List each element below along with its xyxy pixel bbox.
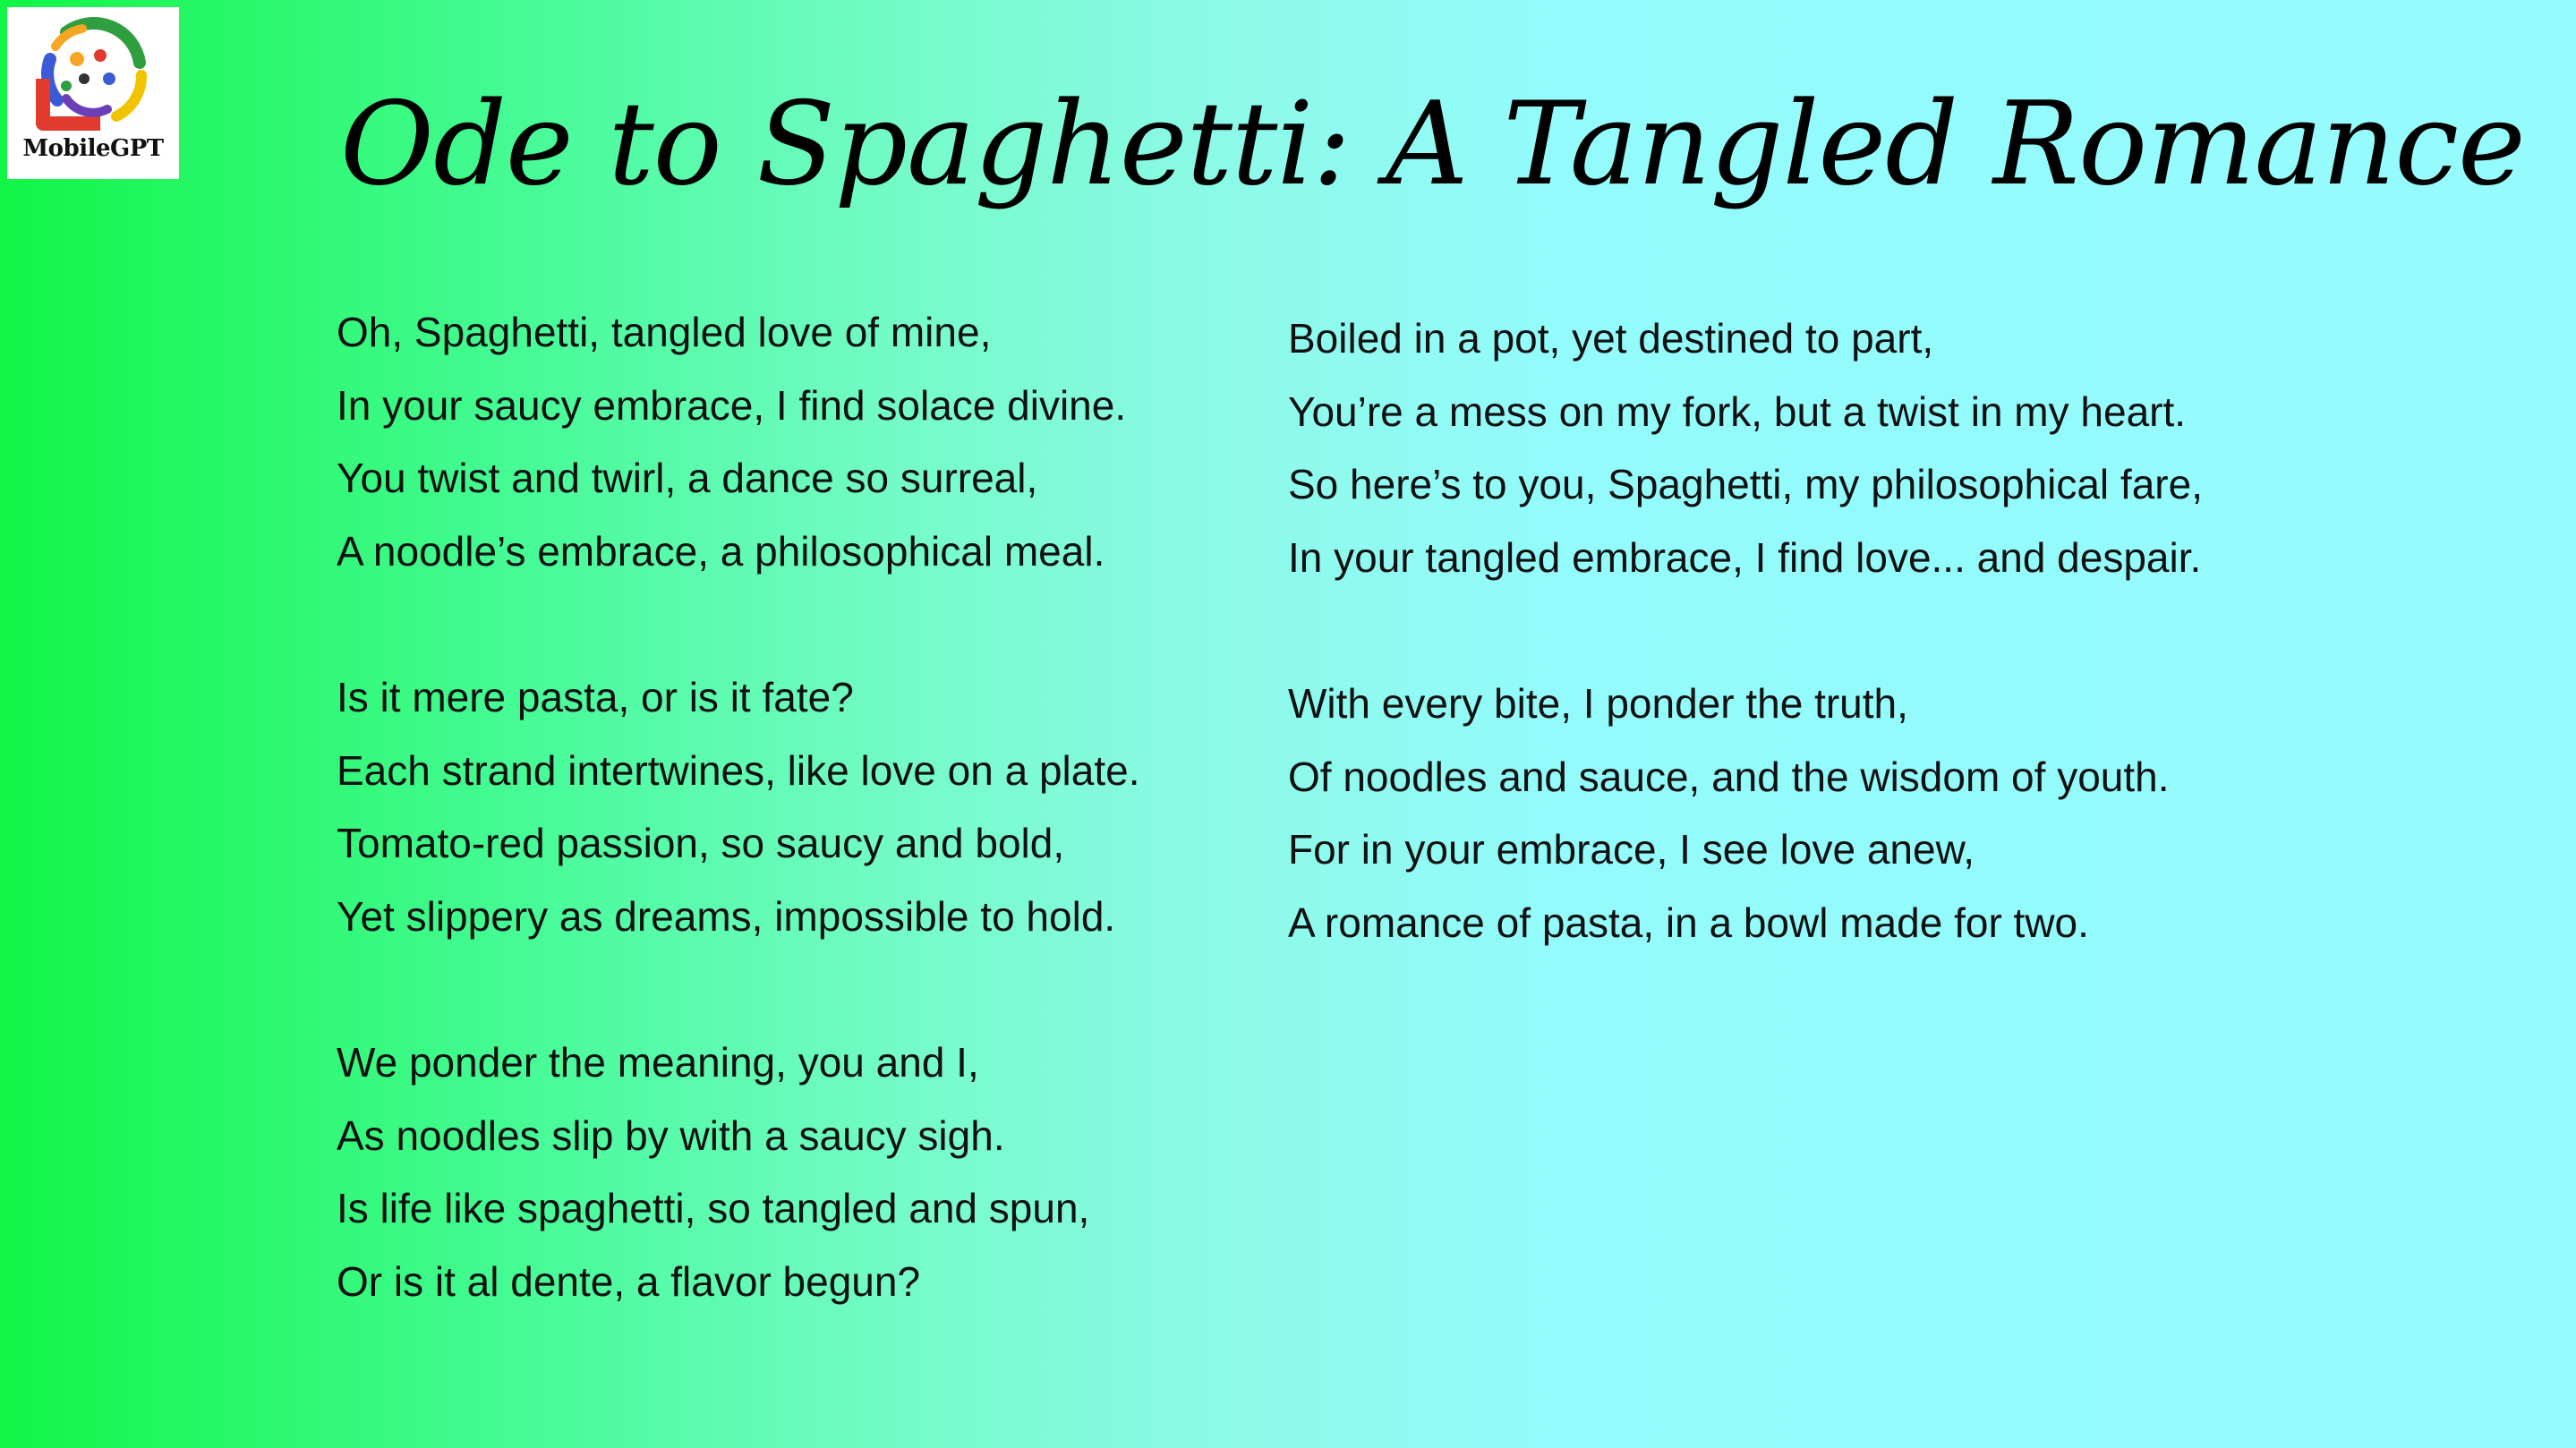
poem-left-column <box>337 296 1250 1318</box>
poem-line: Or is it al dente, a flavor begun? <box>337 1257 921 1305</box>
mobilegpt-logo-icon <box>30 16 156 137</box>
poem-line: In your saucy embrace, I find solace divine. <box>337 381 1127 429</box>
poem-line: Boiled in a pot, yet destined to part, <box>1288 315 1934 362</box>
poem-line: Oh, Spaghetti, tangled love of mine, <box>337 309 992 355</box>
poem-line: Each strand intertwines, like love on a plate. <box>337 746 1140 794</box>
stanza <box>1288 302 2362 594</box>
poem-right-column <box>1288 302 2362 959</box>
poem-line: A romance of pasta, in a bowl made for two. <box>1288 899 2089 946</box>
poem-line: Of noodles and sauce, and the wisdom of youth. <box>1288 753 2170 800</box>
stanza <box>337 661 1250 953</box>
page-title: Ode to Spaghetti: A Tangled Romance <box>340 78 2525 211</box>
poem-line: A noodle’s embrace, a philosophical meal. <box>337 527 1105 575</box>
logo <box>7 7 179 179</box>
poem-line: As noodles slip by with a saucy sigh. <box>337 1112 1005 1159</box>
poem-line: Is it mere pasta, or is it fate? <box>337 673 854 720</box>
poem-line: Yet slippery as dreams, impossible to hold. <box>337 892 1116 940</box>
poem-line: You’re a mess on my fork, but a twist in my heart. <box>1288 388 2187 435</box>
poem-line: With every bite, I ponder the truth, <box>1288 679 1908 727</box>
poem-line: So here’s to you, Spaghetti, my philosophical fare, <box>1288 461 2203 508</box>
stanza <box>337 1026 1250 1318</box>
stanza <box>1288 668 2362 959</box>
poem-line: Is life like spaghetti, so tangled and spun, <box>337 1185 1090 1232</box>
stanza <box>337 296 1250 588</box>
poem-line: We ponder the meaning, you and I, <box>337 1038 979 1086</box>
poem-line: Tomato-red passion, so saucy and bold, <box>337 820 1065 867</box>
poem-line: You twist and twirl, a dance so surreal, <box>337 455 1038 502</box>
poem-line: For in your embrace, I see love anew, <box>1288 826 1975 873</box>
logo-text: MobileGPT <box>22 135 164 162</box>
poem-line: In your tangled embrace, I find love... and despair. <box>1288 533 2202 581</box>
